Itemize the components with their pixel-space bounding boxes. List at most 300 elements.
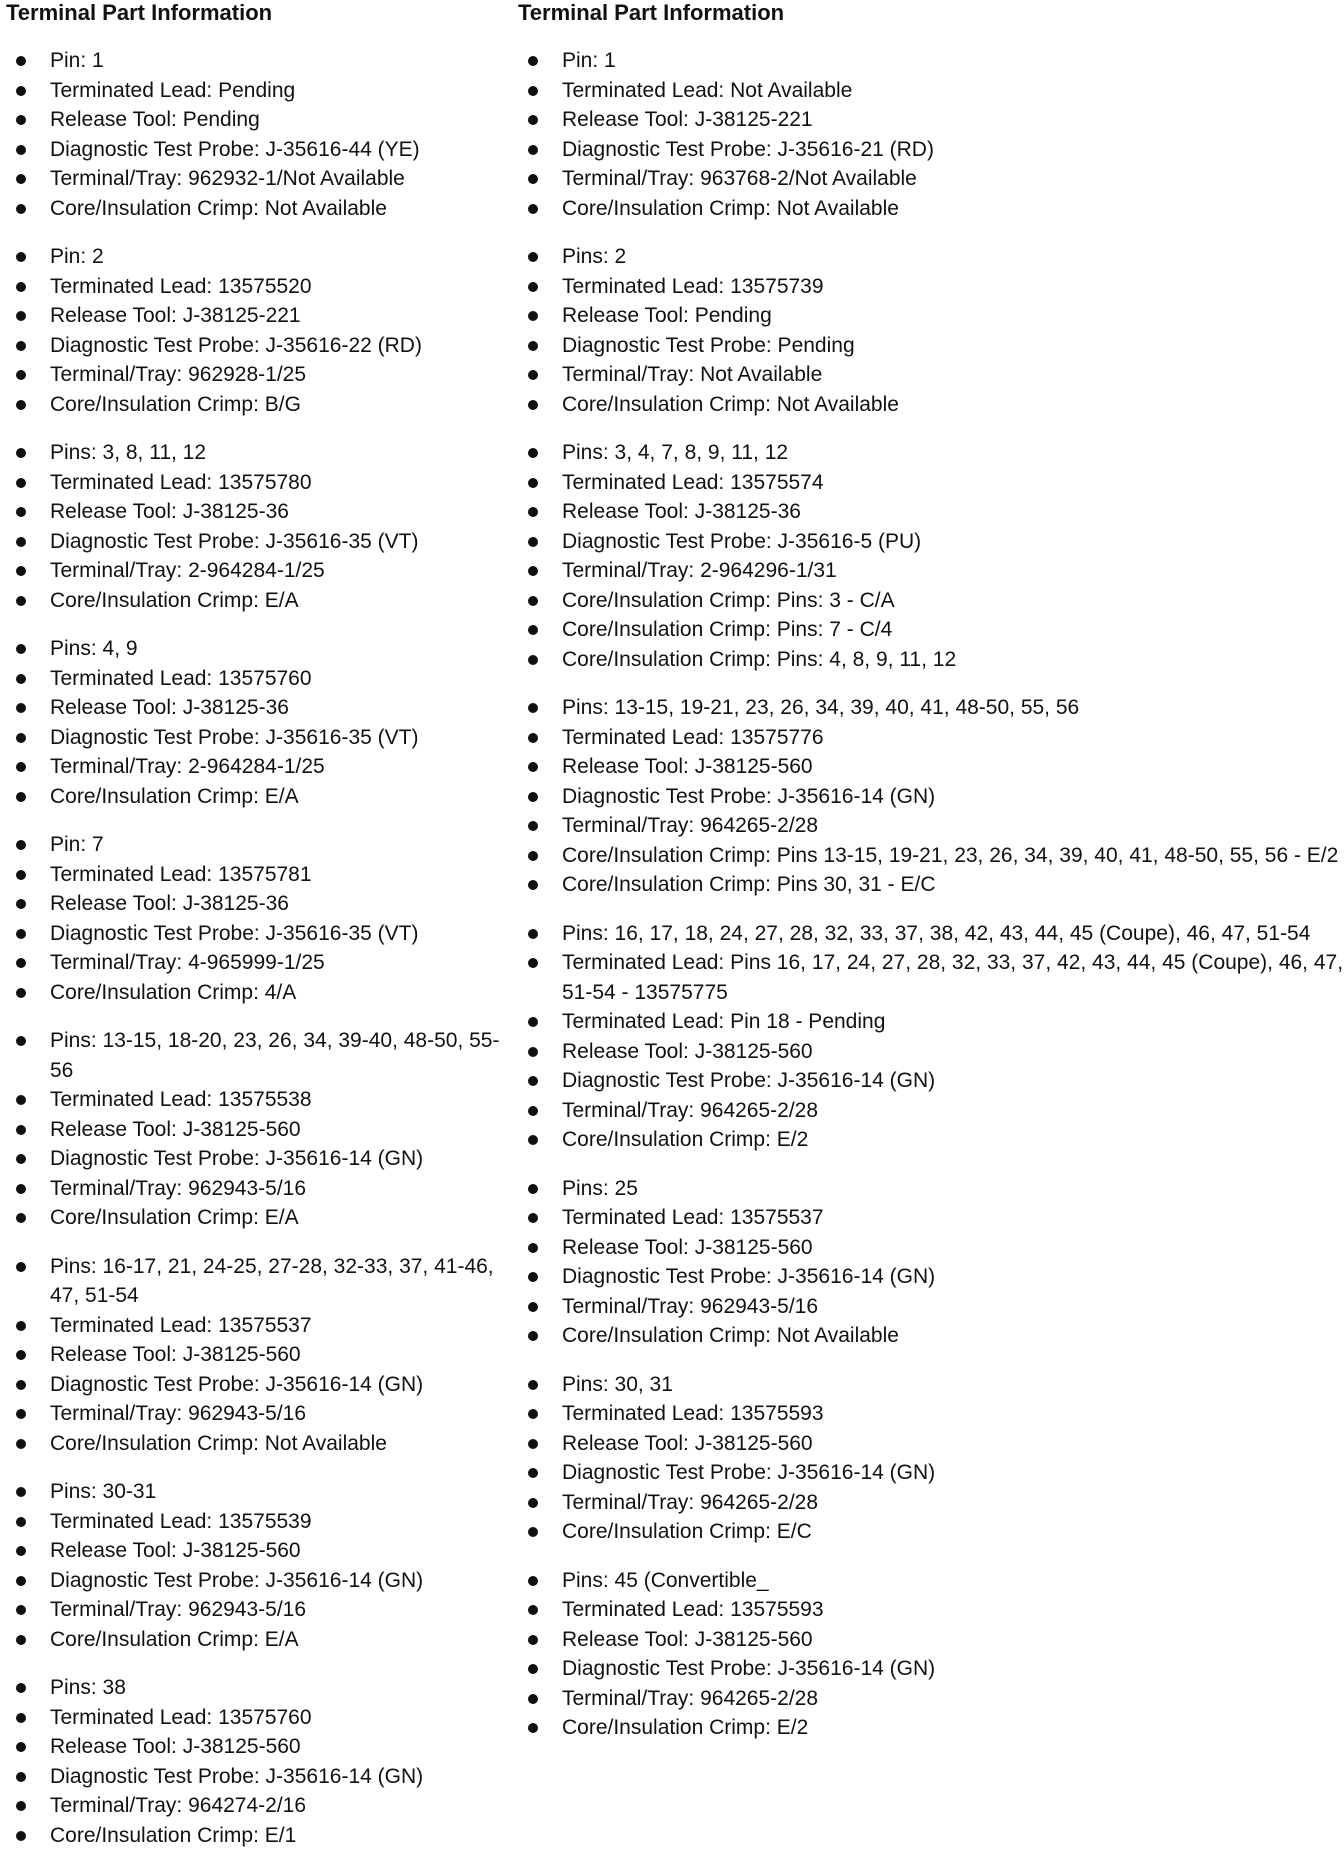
list-item-text: Pins: 45 (Convertible_ [562, 1568, 769, 1592]
list-item-text: Pins: 38 [50, 1676, 126, 1699]
list-item-text: Terminal/Tray: 963768-2/Not Available [562, 167, 917, 190]
list-item [518, 527, 1344, 557]
list-item-text: Release Tool: J-38125-36 [562, 500, 801, 523]
list-item [6, 301, 516, 331]
list-item-text: Diagnostic Test Probe: J-35616-14 (GN) [562, 1657, 936, 1680]
list-item [6, 438, 516, 468]
list-item-text: Diagnostic Test Probe: J-35616-44 (YE) [50, 137, 420, 161]
list-item-text: Terminated Lead: Pending [50, 78, 296, 102]
bullet-dot-icon [528, 1409, 538, 1419]
list-item-text: Terminated Lead: 13575593 [562, 1402, 824, 1425]
list-item [518, 1566, 1344, 1596]
bullet-dot-icon [528, 958, 538, 968]
list-item [518, 1125, 1344, 1155]
bullet-dot-icon [16, 870, 26, 880]
bullet-dot-icon [16, 1321, 26, 1331]
list-item [518, 556, 1344, 586]
list-item [518, 76, 1344, 106]
bullet-dot-icon [16, 840, 26, 850]
bullet-dot-icon [16, 733, 26, 743]
list-item [518, 782, 1344, 812]
list-item [6, 1507, 516, 1537]
list-item-text: Core/Insulation Crimp: E/2 [562, 1716, 809, 1739]
terminal-group [6, 1673, 516, 1850]
list-item-text: Terminal/Tray: 964265-2/28 [562, 1098, 819, 1122]
list-item [6, 1732, 516, 1762]
list-item [518, 841, 1344, 871]
list-item-text: Core/Insulation Crimp: Pins 13-15, 19-21, 23, 26, 34, 39, 40, 41, 48-50, 55, 56 - E/2 [562, 843, 1339, 867]
list-item [6, 830, 516, 860]
list-item [518, 1458, 1344, 1488]
bullet-dot-icon [16, 1772, 26, 1782]
bullet-dot-icon [528, 1576, 538, 1586]
list-item-text: Core/Insulation Crimp: Pins 30, 31 - E/C [562, 873, 936, 896]
bullet-dot-icon [16, 1380, 26, 1390]
list-item [518, 870, 1344, 900]
bullet-dot-icon [528, 174, 538, 184]
bullet-dot-icon [528, 655, 538, 665]
column-right [518, 0, 1344, 1762]
list-item-text: Terminated Lead: 13575537 [50, 1313, 312, 1337]
bullet-dot-icon [16, 1409, 26, 1419]
list-item-text: Terminal/Tray: 962943-5/16 [50, 1176, 307, 1200]
terminal-group [6, 438, 516, 615]
bullet-dot-icon [528, 733, 538, 743]
bullet-dot-icon [528, 566, 538, 576]
list-item-text: Terminated Lead: 13575574 [562, 470, 824, 494]
list-item [6, 1429, 516, 1459]
bullet-dot-icon [528, 1272, 538, 1282]
list-item [6, 194, 516, 224]
list-item [518, 438, 1344, 468]
column-left [6, 0, 516, 1869]
bullet-dot-icon [16, 1125, 26, 1135]
list-item-text: Release Tool: J-38125-560 [50, 1735, 301, 1758]
bullet-dot-icon [16, 537, 26, 547]
bullet-dot-icon [528, 252, 538, 262]
bullet-dot-icon [16, 86, 26, 96]
bullet-dot-icon [528, 929, 538, 939]
list-item [6, 919, 516, 949]
list-item-text: Core/Insulation Crimp: Not Available [50, 196, 387, 220]
bullet-dot-icon [528, 1439, 538, 1449]
list-item-text: Terminal/Tray: 962932-1/Not Available [50, 167, 405, 190]
bullet-dot-icon [16, 596, 26, 606]
list-item [6, 242, 516, 272]
bullet-dot-icon [16, 566, 26, 576]
bullet-dot-icon [528, 792, 538, 802]
bullet-dot-icon [16, 204, 26, 214]
list-item [518, 1321, 1344, 1351]
bullet-dot-icon [528, 86, 538, 96]
list-item-text: Core/Insulation Crimp: Not Available [50, 1431, 387, 1455]
list-item [518, 135, 1344, 165]
list-item-text: Release Tool: J-38125-560 [50, 1539, 301, 1562]
list-item [6, 978, 516, 1008]
terminal-group [518, 693, 1344, 900]
list-item-text: Diagnostic Test Probe: J-35616-35 (VT) [50, 725, 419, 749]
list-item [518, 497, 1344, 527]
list-item [518, 1292, 1344, 1322]
bullet-dot-icon [528, 1017, 538, 1027]
list-item [518, 693, 1344, 723]
bullet-dot-icon [528, 311, 538, 321]
bullet-dot-icon [16, 252, 26, 262]
list-item-text: Terminated Lead: 13575760 [50, 666, 312, 690]
bullet-dot-icon [16, 400, 26, 410]
list-item [6, 723, 516, 753]
list-item-text: Pins: 25 [562, 1176, 638, 1200]
list-item-text: Diagnostic Test Probe: J-35616-14 (GN) [562, 1265, 936, 1288]
list-item-text: Core/Insulation Crimp: Pins: 4, 8, 9, 11, 12 [562, 647, 957, 671]
bullet-dot-icon [16, 341, 26, 351]
bullet-dot-icon [528, 762, 538, 772]
list-item-text: Pin: 7 [50, 833, 104, 856]
bullet-dot-icon [528, 1106, 538, 1116]
bullet-dot-icon [528, 1605, 538, 1615]
bullet-dot-icon [16, 1154, 26, 1164]
list-item-text: Release Tool: J-38125-560 [562, 1039, 813, 1063]
list-item-text: Terminal/Tray: 2-964284-1/25 [50, 755, 325, 778]
list-item-text: Core/Insulation Crimp: Pins: 3 - C/A [562, 588, 895, 612]
list-item [518, 301, 1344, 331]
bullet-dot-icon [16, 1184, 26, 1194]
list-item-text: Terminated Lead: 13575780 [50, 470, 312, 494]
terminal-group [518, 1174, 1344, 1351]
terminal-groups [518, 46, 1344, 1743]
list-item-text: Diagnostic Test Probe: J-35616-14 (GN) [50, 1372, 424, 1396]
list-item-text: Diagnostic Test Probe: J-35616-14 (GN) [562, 784, 936, 808]
bullet-dot-icon [16, 174, 26, 184]
list-item-text: Diagnostic Test Probe: J-35616-21 (RD) [562, 137, 934, 161]
bullet-dot-icon [528, 625, 538, 635]
list-item-text: Diagnostic Test Probe: J-35616-35 (VT) [50, 529, 419, 553]
bullet-dot-icon [528, 1184, 538, 1194]
bullet-dot-icon [16, 1213, 26, 1223]
bullet-dot-icon [528, 851, 538, 861]
bullet-dot-icon [16, 988, 26, 998]
bullet-dot-icon [528, 537, 538, 547]
bullet-dot-icon [528, 1723, 538, 1733]
list-item [6, 1566, 516, 1596]
list-item [518, 331, 1344, 361]
bullet-dot-icon [16, 478, 26, 488]
list-item [518, 1654, 1344, 1684]
list-item-text: Release Tool: J-38125-560 [50, 1343, 301, 1366]
list-item [518, 194, 1344, 224]
list-item [518, 468, 1344, 498]
list-item-text: Release Tool: Pending [562, 304, 772, 327]
terminal-group [6, 1252, 516, 1459]
list-item-text: Terminated Lead: 13575593 [562, 1598, 824, 1621]
list-item [518, 1625, 1344, 1655]
bullet-dot-icon [16, 1439, 26, 1449]
bullet-dot-icon [528, 1076, 538, 1086]
list-item-text: Release Tool: J-38125-560 [562, 1235, 813, 1259]
list-item [6, 860, 516, 890]
list-item [6, 1144, 516, 1174]
bullet-dot-icon [16, 282, 26, 292]
list-item-text: Terminated Lead: 13575760 [50, 1705, 312, 1729]
list-item-text: Terminal/Tray: 962943-5/16 [50, 1402, 307, 1425]
list-item-text: Pins: 3, 4, 7, 8, 9, 11, 12 [562, 441, 789, 464]
bullet-dot-icon [528, 821, 538, 831]
column-title: Terminal Part Information [518, 0, 785, 25]
bullet-dot-icon [16, 958, 26, 968]
bullet-dot-icon [16, 929, 26, 939]
list-item-text: Core/Insulation Crimp: Not Available [562, 196, 899, 220]
list-item [518, 752, 1344, 782]
bullet-dot-icon [16, 1576, 26, 1586]
bullet-dot-icon [16, 644, 26, 654]
list-item [518, 390, 1344, 420]
list-item-text: Pins: 30, 31 [562, 1372, 673, 1396]
list-item [6, 948, 516, 978]
bullet-dot-icon [16, 1742, 26, 1752]
bullet-dot-icon [16, 1095, 26, 1105]
list-item-text: Pins: 4, 9 [50, 637, 138, 660]
bullet-dot-icon [528, 507, 538, 517]
list-item [6, 664, 516, 694]
list-item [6, 586, 516, 616]
terminal-group [518, 1566, 1344, 1743]
list-item-text: Terminated Lead: 13575538 [50, 1088, 312, 1111]
list-item-text: Release Tool: J-38125-560 [562, 1627, 813, 1651]
list-item-text: Core/Insulation Crimp: E/A [50, 588, 299, 612]
bullet-dot-icon [528, 145, 538, 155]
bullet-dot-icon [16, 1683, 26, 1693]
list-item [6, 1673, 516, 1703]
list-item [6, 272, 516, 302]
list-item-text: Pins: 16, 17, 18, 24, 27, 28, 32, 33, 37, 38, 42, 43, 44, 45 (Coupe), 46, 47, 51-54 [562, 921, 1311, 945]
bullet-dot-icon [16, 1831, 26, 1841]
list-item-text: Core/Insulation Crimp: E/2 [562, 1128, 809, 1151]
bullet-dot-icon [528, 1243, 538, 1253]
list-item-text: Release Tool: J-38125-36 [50, 500, 289, 523]
list-item [518, 1007, 1344, 1037]
list-item-text: Release Tool: J-38125-36 [50, 892, 289, 915]
list-item [6, 1085, 516, 1115]
list-item-text: Pins: 16-17, 21, 24-25, 27-28, 32-33, 37, 41-46, 47, 51-54 [50, 1254, 494, 1307]
list-item [518, 811, 1344, 841]
bullet-dot-icon [528, 703, 538, 713]
bullet-dot-icon [16, 762, 26, 772]
list-item [6, 1026, 516, 1085]
list-item [518, 645, 1344, 675]
list-item [6, 634, 516, 664]
list-item [518, 723, 1344, 753]
bullet-dot-icon [16, 311, 26, 321]
list-item-text: Terminated Lead: Not Available [562, 78, 853, 102]
list-item-text: Diagnostic Test Probe: J-35616-14 (GN) [50, 1568, 424, 1592]
list-item [6, 164, 516, 194]
bullet-dot-icon [528, 1694, 538, 1704]
list-item [518, 360, 1344, 390]
list-item [518, 1066, 1344, 1096]
bullet-dot-icon [528, 1527, 538, 1537]
terminal-group [6, 242, 516, 419]
bullet-dot-icon [16, 507, 26, 517]
list-item [6, 782, 516, 812]
list-item [518, 1399, 1344, 1429]
list-item-text: Diagnostic Test Probe: Pending [562, 333, 855, 357]
list-item-text: Release Tool: J-38125-560 [562, 755, 813, 778]
list-item-text: Terminal/Tray: 2-964284-1/25 [50, 559, 325, 582]
list-item-text: Diagnostic Test Probe: J-35616-14 (GN) [562, 1069, 936, 1092]
list-item-text: Diagnostic Test Probe: J-35616-14 (GN) [50, 1147, 424, 1170]
list-item [6, 331, 516, 361]
list-item [518, 1203, 1344, 1233]
bullet-dot-icon [528, 1635, 538, 1645]
list-item-text: Terminal/Tray: 962943-5/16 [562, 1294, 819, 1318]
list-item-text: Core/Insulation Crimp: Not Available [562, 1324, 899, 1347]
list-item-text: Pins: 30-31 [50, 1480, 157, 1503]
bullet-dot-icon [16, 674, 26, 684]
list-item [6, 1340, 516, 1370]
terminal-groups [6, 46, 516, 1850]
list-item [6, 1311, 516, 1341]
list-item-text: Pin: 1 [50, 49, 104, 72]
bullet-dot-icon [16, 792, 26, 802]
list-item-text: Release Tool: J-38125-221 [50, 304, 301, 327]
list-item-text: Terminal/Tray: 964265-2/28 [562, 1490, 819, 1514]
bullet-dot-icon [528, 400, 538, 410]
list-item [6, 1821, 516, 1851]
bullet-dot-icon [16, 1635, 26, 1645]
list-item [518, 1595, 1344, 1625]
list-item-text: Terminal/Tray: 962928-1/25 [50, 363, 307, 386]
bullet-dot-icon [528, 56, 538, 66]
terminal-group [518, 46, 1344, 223]
bullet-dot-icon [528, 370, 538, 380]
list-item-text: Terminal/Tray: Not Available [562, 363, 823, 386]
list-item-text: Core/Insulation Crimp: E/A [50, 1627, 299, 1651]
bullet-dot-icon [528, 1213, 538, 1223]
bullet-dot-icon [528, 880, 538, 890]
list-item [518, 1713, 1344, 1743]
terminal-group [6, 634, 516, 811]
bullet-dot-icon [528, 1135, 538, 1145]
list-item-text: Core/Insulation Crimp: E/C [562, 1520, 812, 1543]
list-item-text: Release Tool: J-38125-36 [50, 696, 289, 719]
list-item-text: Release Tool: J-38125-560 [50, 1117, 301, 1141]
list-item [6, 468, 516, 498]
list-item [518, 46, 1344, 76]
list-item-text: Core/Insulation Crimp: E/A [50, 1206, 299, 1229]
list-item [6, 1536, 516, 1566]
terminal-group [518, 1370, 1344, 1547]
list-item-text: Diagnostic Test Probe: J-35616-35 (VT) [50, 921, 419, 945]
bullet-dot-icon [16, 1713, 26, 1723]
list-item [6, 135, 516, 165]
list-item [6, 1703, 516, 1733]
list-item-text: Core/Insulation Crimp: E/A [50, 784, 299, 808]
bullet-dot-icon [16, 145, 26, 155]
list-item [6, 497, 516, 527]
list-item [518, 272, 1344, 302]
list-item [518, 1233, 1344, 1263]
list-item [518, 164, 1344, 194]
bullet-dot-icon [16, 703, 26, 713]
list-item [518, 1429, 1344, 1459]
list-item [518, 105, 1344, 135]
bullet-dot-icon [16, 1517, 26, 1527]
list-item [518, 1096, 1344, 1126]
list-item [6, 105, 516, 135]
list-item-text: Diagnostic Test Probe: J-35616-22 (RD) [50, 333, 422, 357]
list-item-text: Core/Insulation Crimp: Pins: 7 - C/4 [562, 618, 893, 641]
list-item [6, 1477, 516, 1507]
list-item [6, 1115, 516, 1145]
list-item-text: Diagnostic Test Probe: J-35616-14 (GN) [50, 1764, 424, 1788]
list-item-text: Terminal/Tray: 964274-2/16 [50, 1794, 307, 1817]
list-item [6, 889, 516, 919]
list-item-text: Terminal/Tray: 964265-2/28 [562, 814, 819, 837]
terminal-group [6, 1026, 516, 1233]
list-item [6, 76, 516, 106]
list-item-text: Terminated Lead: 13575776 [562, 725, 824, 749]
list-item-text: Release Tool: Pending [50, 108, 260, 131]
list-item [518, 1037, 1344, 1067]
list-item-text: Terminated Lead: 13575781 [50, 862, 312, 886]
list-item-text: Pins: 13-15, 18-20, 23, 26, 34, 39-40, 48-50, 55-56 [50, 1029, 500, 1082]
list-item [518, 586, 1344, 616]
bullet-dot-icon [528, 1380, 538, 1390]
bullet-dot-icon [528, 1302, 538, 1312]
list-item [518, 1488, 1344, 1518]
list-item-text: Terminal/Tray: 4-965999-1/25 [50, 951, 325, 974]
list-item-text: Core/Insulation Crimp: Not Available [562, 392, 899, 416]
list-item-text: Terminal/Tray: 962943-5/16 [50, 1598, 307, 1621]
bullet-dot-icon [16, 1546, 26, 1556]
list-item [518, 948, 1344, 1007]
list-item-text: Release Tool: J-38125-221 [562, 108, 813, 131]
list-item [518, 1684, 1344, 1714]
list-item-text: Pin: 1 [562, 49, 616, 72]
list-item-text: Terminated Lead: Pin 18 - Pending [562, 1010, 886, 1033]
list-item-text: Core/Insulation Crimp: 4/A [50, 980, 297, 1004]
terminal-group [518, 919, 1344, 1155]
list-item-text: Terminated Lead: 13575520 [50, 274, 312, 298]
column-title: Terminal Part Information [6, 0, 273, 25]
list-item [518, 1370, 1344, 1400]
bullet-dot-icon [16, 1801, 26, 1811]
list-item [518, 615, 1344, 645]
list-item-text: Pins: 2 [562, 245, 627, 268]
list-item-text: Release Tool: J-38125-560 [562, 1431, 813, 1455]
bullet-dot-icon [528, 478, 538, 488]
terminal-group [6, 830, 516, 1007]
terminal-group [518, 242, 1344, 419]
list-item-text: Pins: 3, 8, 11, 12 [50, 441, 207, 464]
list-item [6, 1762, 516, 1792]
terminal-group [518, 438, 1344, 674]
bullet-dot-icon [528, 341, 538, 351]
list-item-text: Terminal/Tray: 2-964296-1/31 [562, 559, 837, 582]
list-item [518, 919, 1344, 949]
list-item-text: Terminated Lead: 13575739 [562, 274, 824, 298]
bullet-dot-icon [528, 1047, 538, 1057]
bullet-dot-icon [528, 1468, 538, 1478]
list-item [6, 390, 516, 420]
bullet-dot-icon [528, 115, 538, 125]
bullet-dot-icon [528, 596, 538, 606]
bullet-dot-icon [528, 1498, 538, 1508]
list-item [6, 1399, 516, 1429]
list-item-text: Terminated Lead: Pins 16, 17, 24, 27, 28, 32, 33, 37, 42, 43, 44, 45 (Coupe), 46, 47, 51-54 - 13575775 [562, 951, 1344, 1004]
list-item [6, 527, 516, 557]
list-item [518, 1517, 1344, 1547]
